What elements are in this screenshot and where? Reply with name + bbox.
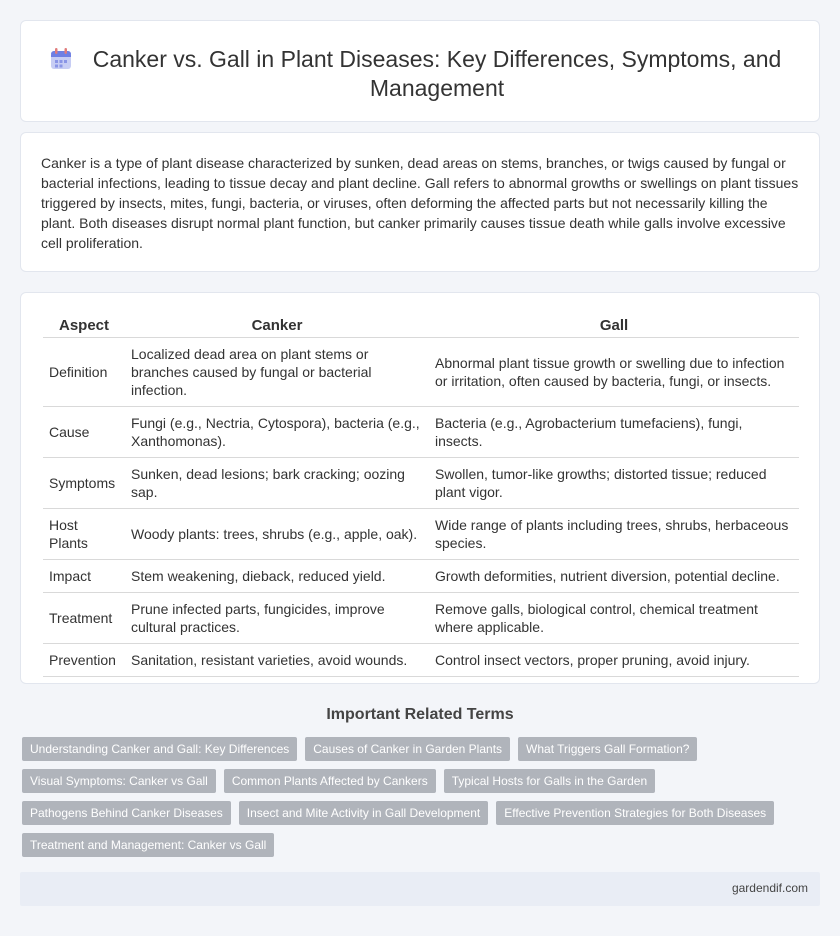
cell-gall: Bacteria (e.g., Agrobacterium tumefaciens), fungi, insects. bbox=[429, 407, 799, 458]
related-terms-heading: Important Related Terms bbox=[326, 706, 514, 723]
comparison-table bbox=[43, 313, 799, 677]
page-title: Canker vs. Gall in Plant Diseases: Key Differences, Symptoms, and Management bbox=[92, 46, 782, 101]
table-row bbox=[43, 509, 799, 560]
cell-aspect: Prevention bbox=[43, 644, 125, 677]
related-term-tag[interactable]: Pathogens Behind Canker Diseases bbox=[22, 801, 231, 825]
related-term-tag[interactable]: Typical Hosts for Galls in the Garden bbox=[444, 769, 655, 793]
cell-gall: Growth deformities, nutrient diversion, potential decline. bbox=[429, 560, 799, 593]
related-term-tag[interactable]: Causes of Canker in Garden Plants bbox=[305, 737, 510, 761]
header-gall: Gall bbox=[429, 313, 799, 338]
related-terms-list bbox=[22, 737, 802, 857]
related-term-tag[interactable]: Common Plants Affected by Cankers bbox=[224, 769, 436, 793]
cell-aspect: Cause bbox=[43, 407, 125, 458]
cell-gall: Wide range of plants including trees, shrubs, herbaceous species. bbox=[429, 509, 799, 560]
table-row bbox=[43, 458, 799, 509]
intro-paragraph: Canker is a type of plant disease characterized by sunken, dead areas on stems, branches, or twigs caused by fungal or bacterial infections, leading to tissue decay and plant decline. Gall refers to abnormal growths or swellings on plant tissues triggered by insects, mites, fungi, bacteria, or viruses, often deforming the affected parts but not necessarily killing the plant. Both diseases disrupt normal plant function, but canker primarily causes tissue death while galls involve excessive cell proliferation. bbox=[41, 155, 799, 251]
table-row bbox=[43, 560, 799, 593]
header-aspect: Aspect bbox=[43, 313, 125, 338]
cell-canker: Fungi (e.g., Nectria, Cytospora), bacteria (e.g., Xanthomonas). bbox=[125, 407, 429, 458]
cell-aspect: Impact bbox=[43, 560, 125, 593]
table-header-row bbox=[43, 313, 799, 338]
cell-canker: Sunken, dead lesions; bark cracking; oozing sap. bbox=[125, 458, 429, 509]
footer bbox=[20, 872, 820, 906]
related-term-tag[interactable]: Visual Symptoms: Canker vs Gall bbox=[22, 769, 216, 793]
cell-aspect: Treatment bbox=[43, 593, 125, 644]
cell-canker: Localized dead area on plant stems or branches caused by fungal or bacterial infection. bbox=[125, 338, 429, 407]
related-term-tag[interactable]: Treatment and Management: Canker vs Gall bbox=[22, 833, 274, 857]
related-term-tag[interactable]: Effective Prevention Strategies for Both Diseases bbox=[496, 801, 774, 825]
related-term-tag[interactable]: Insect and Mite Activity in Gall Development bbox=[239, 801, 488, 825]
header-canker: Canker bbox=[125, 313, 429, 338]
footer-site-link[interactable]: gardendif.com bbox=[731, 881, 808, 895]
cell-gall: Remove galls, biological control, chemical treatment where applicable. bbox=[429, 593, 799, 644]
cell-canker: Stem weakening, dieback, reduced yield. bbox=[125, 560, 429, 593]
table-row bbox=[43, 338, 799, 407]
related-term-tag[interactable]: Understanding Canker and Gall: Key Differences bbox=[22, 737, 297, 761]
cell-canker: Sanitation, resistant varieties, avoid wounds. bbox=[125, 644, 429, 677]
table-row bbox=[43, 593, 799, 644]
table-row bbox=[43, 644, 799, 677]
cell-canker: Woody plants: trees, shrubs (e.g., apple, oak). bbox=[125, 509, 429, 560]
related-term-tag[interactable]: What Triggers Gall Formation? bbox=[518, 737, 697, 761]
cell-gall: Swollen, tumor-like growths; distorted tissue; reduced plant vigor. bbox=[429, 458, 799, 509]
comparison-table-card bbox=[20, 292, 820, 684]
header-card bbox=[20, 20, 820, 122]
cell-gall: Abnormal plant tissue growth or swelling due to infection or irritation, often caused by bacteria, fungi, or insects. bbox=[429, 338, 799, 407]
cell-aspect: Symptoms bbox=[43, 458, 125, 509]
cell-aspect: Host Plants bbox=[43, 509, 125, 560]
cell-canker: Prune infected parts, fungicides, improve cultural practices. bbox=[125, 593, 429, 644]
intro-card bbox=[20, 132, 820, 272]
table-row bbox=[43, 407, 799, 458]
cell-gall: Control insect vectors, proper pruning, avoid injury. bbox=[429, 644, 799, 677]
cell-aspect: Definition bbox=[43, 338, 125, 407]
